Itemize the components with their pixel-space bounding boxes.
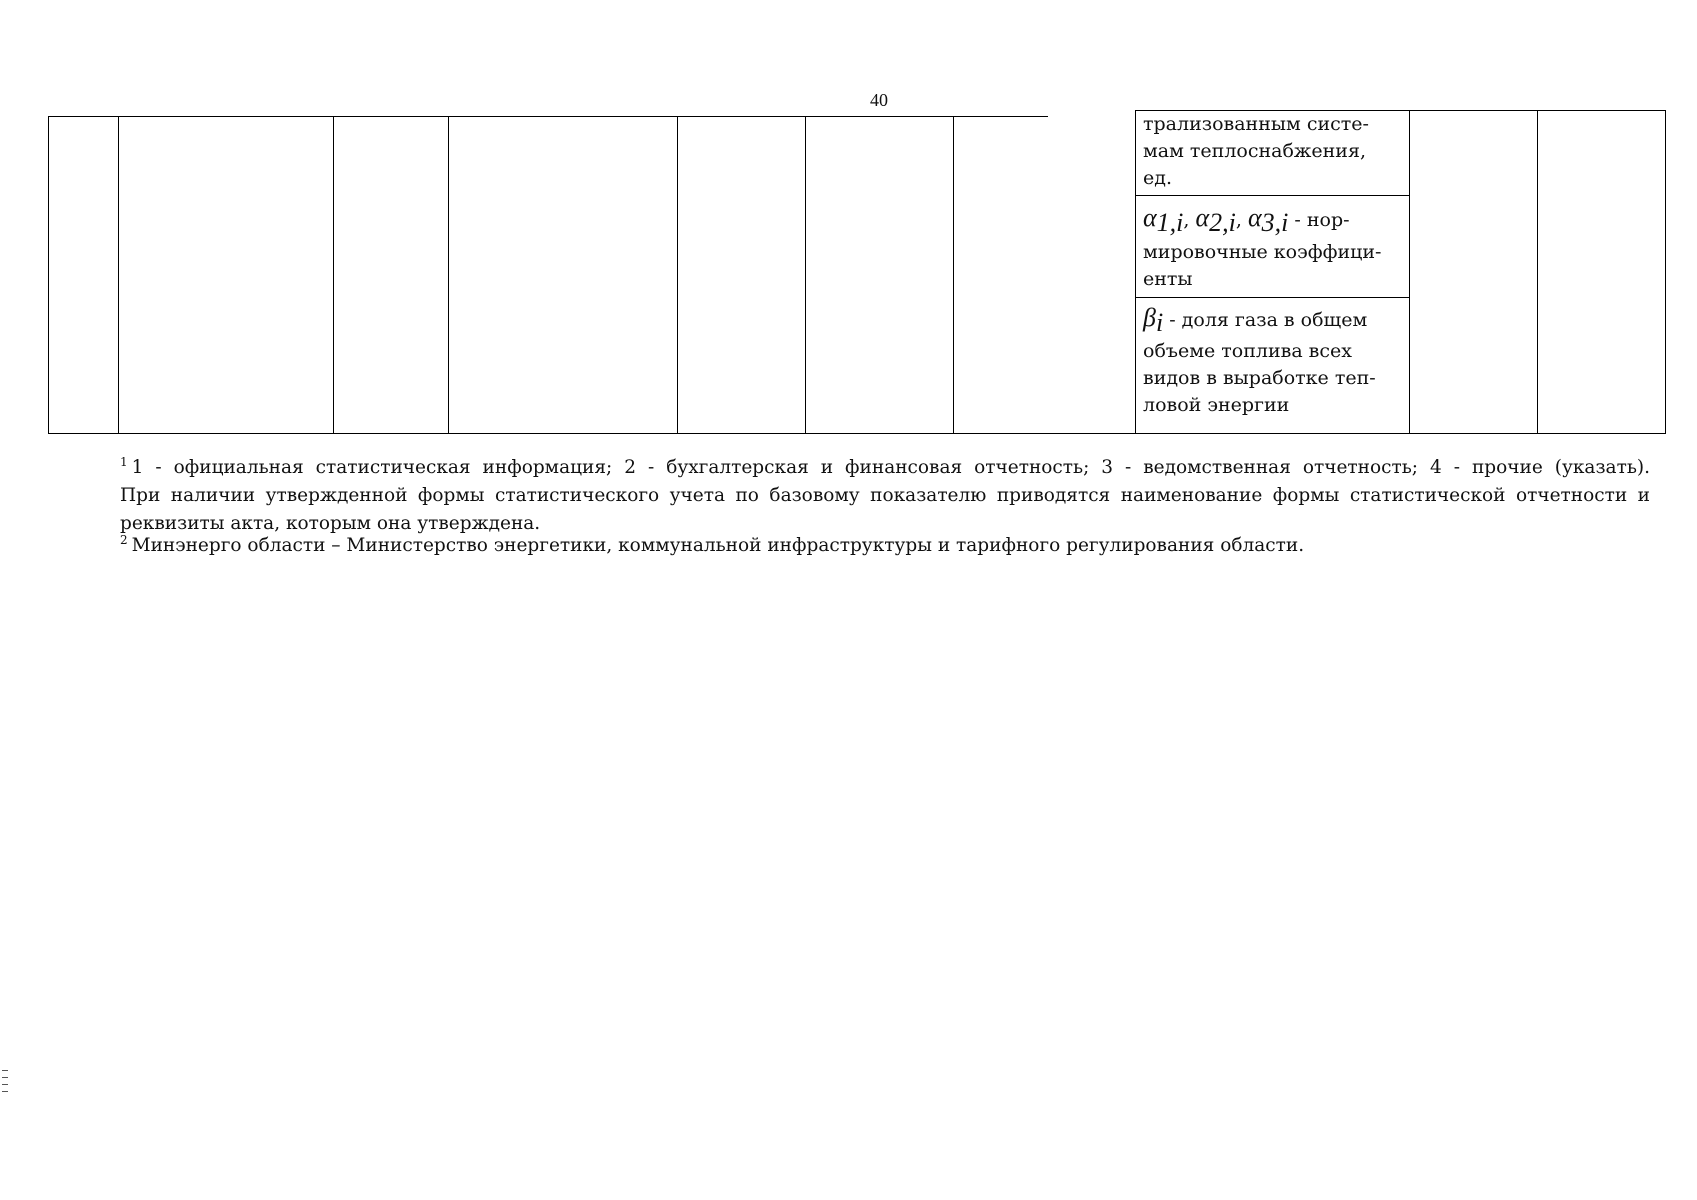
table-cell-normative-coefficients (1143, 202, 1403, 293)
table-col-border (805, 116, 806, 434)
footnote-1-line-1 (120, 454, 1650, 482)
cell-line-formula: $\alpha_{1,i}$, $\alpha_{2,i}$, $\alpha_{3,i} - нор-$ (1143, 203, 1350, 237)
table-col-border (1409, 110, 1410, 434)
beta-symbol: β (1143, 303, 1156, 332)
cell-line: объеме топлива всех (1143, 339, 1352, 362)
cell-line: мам теплоснабжения, (1143, 140, 1366, 162)
footnote-mark: 1 (120, 454, 128, 469)
table-top-border (48, 116, 1048, 117)
scan-artifact (2, 1077, 8, 1078)
table-col-border (1135, 110, 1136, 434)
table-col-border (118, 116, 119, 434)
table-cell-gas-share (1143, 303, 1403, 419)
table-col-border (448, 116, 449, 434)
cell-divider-1 (1135, 195, 1409, 196)
table-col-border (1537, 110, 1538, 434)
scan-artifact (2, 1084, 8, 1085)
page-number: 40 (870, 90, 888, 110)
footnote-text: При наличии утвержденной формы статистического учета по базовому показателю приводятся наименование формы статистической отчетности и (120, 485, 1650, 506)
table-col-border (953, 116, 954, 434)
cell-line: мировочные коэффици- (1143, 240, 1382, 263)
alpha-symbol: α (1195, 203, 1210, 232)
cell-line: трализованным систе- (1143, 113, 1369, 135)
footnotes (120, 454, 1650, 560)
alpha-subscript: 3,i (1261, 207, 1289, 237)
scan-artifact (2, 1070, 8, 1071)
table-cell-heating-systems (1143, 111, 1403, 192)
alpha-subscript: 2,i (1209, 207, 1236, 237)
table-col-border (1665, 110, 1666, 434)
cell-line: видов в выработке теп- (1143, 366, 1376, 389)
table-col-border (677, 116, 678, 434)
cell-line: - доля газа в общем (1163, 309, 1368, 331)
table-col-border (48, 116, 49, 434)
cell-line: енты (1143, 267, 1193, 290)
cell-line: - нор- (1288, 209, 1350, 231)
table-bottom-border (48, 433, 1665, 434)
cell-line: ед. (1143, 167, 1172, 189)
footnote-2 (120, 532, 1650, 560)
footnote-text: 1 - официальная статистическая информация; 2 - бухгалтерская и финансовая отчетность; 3 - ведомственная отчетность; 4 - прочие (указать). (131, 457, 1650, 478)
beta-subscript: i (1155, 307, 1164, 337)
footnote-mark: 2 (120, 532, 128, 547)
scan-artifact (2, 1091, 8, 1092)
cell-divider-2 (1135, 297, 1409, 298)
footnote-text: реквизиты акта, которым она утверждена. (120, 513, 541, 534)
alpha-symbol: α (1247, 203, 1262, 232)
footnote-text: Минэнерго области – Министерство энергетики, коммунальной инфраструктуры и тарифного регулирования области. (131, 535, 1305, 556)
table-col-border (333, 116, 334, 434)
footnote-1-line-2 (120, 482, 1650, 510)
cell-line-formula (1143, 303, 1403, 338)
alpha-symbol: α (1143, 203, 1157, 232)
alpha-subscript: 1,i (1156, 207, 1184, 237)
cell-line: ловой энергии (1143, 393, 1290, 416)
